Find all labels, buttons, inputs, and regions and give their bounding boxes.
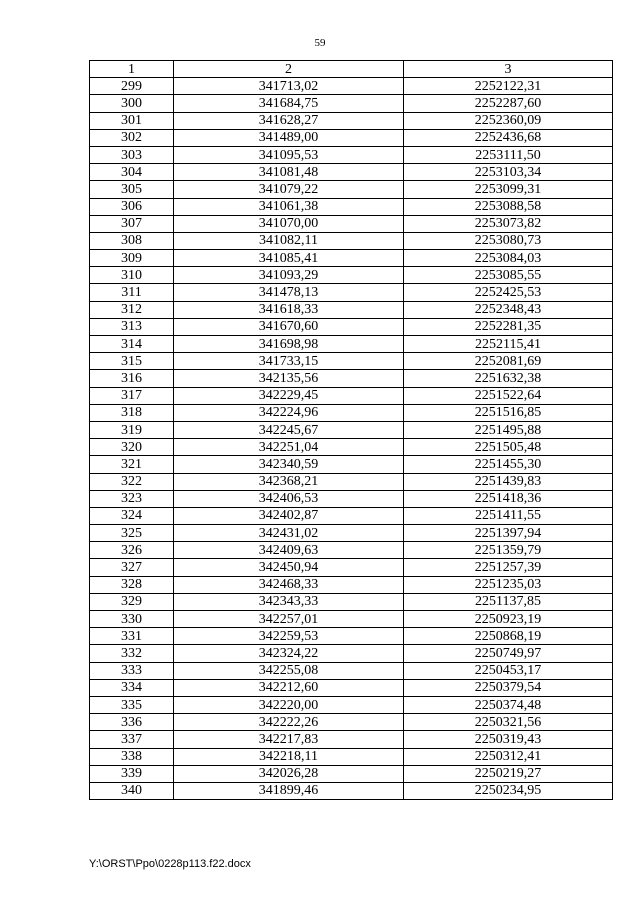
x-coordinate-cell: 341070,00 <box>174 215 404 232</box>
y-coordinate-cell: 2253088,58 <box>404 198 613 215</box>
y-coordinate-cell: 2250868,19 <box>404 628 613 645</box>
x-coordinate-cell: 341082,11 <box>174 232 404 249</box>
table-row <box>90 611 613 628</box>
point-number-cell: 301 <box>90 112 174 129</box>
y-coordinate-cell: 2252122,31 <box>404 78 613 95</box>
table-row <box>90 232 613 249</box>
point-number-cell: 332 <box>90 645 174 662</box>
point-number-cell: 309 <box>90 250 174 267</box>
point-number-cell: 338 <box>90 748 174 765</box>
y-coordinate-cell: 2251455,30 <box>404 456 613 473</box>
y-coordinate-cell: 2250453,17 <box>404 662 613 679</box>
x-coordinate-cell: 342324,22 <box>174 645 404 662</box>
table-row <box>90 284 613 301</box>
x-coordinate-cell: 341079,22 <box>174 181 404 198</box>
x-coordinate-cell: 341628,27 <box>174 112 404 129</box>
table-row <box>90 731 613 748</box>
point-number-cell: 306 <box>90 198 174 215</box>
table-row <box>90 353 613 370</box>
y-coordinate-cell: 2251359,79 <box>404 542 613 559</box>
table-row <box>90 387 613 404</box>
y-coordinate-cell: 2251411,55 <box>404 507 613 524</box>
y-coordinate-cell: 2251439,83 <box>404 473 613 490</box>
x-coordinate-cell: 342135,56 <box>174 370 404 387</box>
point-number-cell: 337 <box>90 731 174 748</box>
y-coordinate-cell: 2252281,35 <box>404 318 613 335</box>
y-coordinate-cell: 2250374,48 <box>404 696 613 713</box>
point-number-cell: 325 <box>90 525 174 542</box>
y-coordinate-cell: 2253099,31 <box>404 181 613 198</box>
point-number-cell: 314 <box>90 336 174 353</box>
y-coordinate-cell: 2252081,69 <box>404 353 613 370</box>
x-coordinate-cell: 341684,75 <box>174 95 404 112</box>
y-coordinate-cell: 2253111,50 <box>404 146 613 163</box>
x-coordinate-cell: 342431,02 <box>174 525 404 542</box>
y-coordinate-cell: 2250312,41 <box>404 748 613 765</box>
table-row <box>90 215 613 232</box>
table-row <box>90 456 613 473</box>
table-row <box>90 782 613 799</box>
table-body <box>90 78 613 800</box>
x-coordinate-cell: 342468,33 <box>174 576 404 593</box>
x-coordinate-cell: 342406,53 <box>174 490 404 507</box>
x-coordinate-cell: 342229,45 <box>174 387 404 404</box>
y-coordinate-cell: 2252425,53 <box>404 284 613 301</box>
y-coordinate-cell: 2250321,56 <box>404 714 613 731</box>
point-number-cell: 316 <box>90 370 174 387</box>
y-coordinate-cell: 2253085,55 <box>404 267 613 284</box>
coordinates-table <box>89 60 613 800</box>
y-coordinate-cell: 2252436,68 <box>404 129 613 146</box>
table-row <box>90 129 613 146</box>
y-coordinate-cell: 2251505,48 <box>404 439 613 456</box>
point-number-cell: 321 <box>90 456 174 473</box>
point-number-cell: 327 <box>90 559 174 576</box>
y-coordinate-cell: 2252115,41 <box>404 336 613 353</box>
point-number-cell: 317 <box>90 387 174 404</box>
y-coordinate-cell: 2253103,34 <box>404 164 613 181</box>
table-row <box>90 421 613 438</box>
point-number-cell: 311 <box>90 284 174 301</box>
x-coordinate-cell: 342218,11 <box>174 748 404 765</box>
table-row <box>90 336 613 353</box>
y-coordinate-cell: 2250234,95 <box>404 782 613 799</box>
x-coordinate-cell: 342026,28 <box>174 765 404 782</box>
table-row <box>90 370 613 387</box>
point-number-cell: 322 <box>90 473 174 490</box>
table-row <box>90 250 613 267</box>
y-coordinate-cell: 2251137,85 <box>404 593 613 610</box>
point-number-cell: 324 <box>90 507 174 524</box>
x-coordinate-cell: 341618,33 <box>174 301 404 318</box>
table-row <box>90 267 613 284</box>
point-number-cell: 334 <box>90 679 174 696</box>
point-number-cell: 299 <box>90 78 174 95</box>
x-coordinate-cell: 341489,00 <box>174 129 404 146</box>
point-number-cell: 318 <box>90 404 174 421</box>
table-row <box>90 662 613 679</box>
table-row <box>90 576 613 593</box>
y-coordinate-cell: 2250219,27 <box>404 765 613 782</box>
column-header-1: 1 <box>90 61 174 78</box>
x-coordinate-cell: 341698,98 <box>174 336 404 353</box>
point-number-cell: 330 <box>90 611 174 628</box>
x-coordinate-cell: 341095,53 <box>174 146 404 163</box>
y-coordinate-cell: 2250923,19 <box>404 611 613 628</box>
x-coordinate-cell: 341670,60 <box>174 318 404 335</box>
page-number: 59 <box>314 37 326 49</box>
x-coordinate-cell: 342255,08 <box>174 662 404 679</box>
table-row <box>90 714 613 731</box>
table-row <box>90 748 613 765</box>
x-coordinate-cell: 342450,94 <box>174 559 404 576</box>
y-coordinate-cell: 2250749,97 <box>404 645 613 662</box>
point-number-cell: 312 <box>90 301 174 318</box>
x-coordinate-cell: 342368,21 <box>174 473 404 490</box>
column-header-2: 2 <box>174 61 404 78</box>
table-header-row <box>90 61 613 78</box>
point-number-cell: 333 <box>90 662 174 679</box>
point-number-cell: 313 <box>90 318 174 335</box>
x-coordinate-cell: 342340,59 <box>174 456 404 473</box>
table-row <box>90 765 613 782</box>
column-header-3: 3 <box>404 61 613 78</box>
point-number-cell: 307 <box>90 215 174 232</box>
x-coordinate-cell: 342222,26 <box>174 714 404 731</box>
point-number-cell: 320 <box>90 439 174 456</box>
y-coordinate-cell: 2251235,03 <box>404 576 613 593</box>
table-row <box>90 95 613 112</box>
table-row <box>90 301 613 318</box>
y-coordinate-cell: 2251495,88 <box>404 421 613 438</box>
point-number-cell: 328 <box>90 576 174 593</box>
y-coordinate-cell: 2250379,54 <box>404 679 613 696</box>
table-row <box>90 559 613 576</box>
x-coordinate-cell: 341085,41 <box>174 250 404 267</box>
x-coordinate-cell: 342220,00 <box>174 696 404 713</box>
x-coordinate-cell: 341061,38 <box>174 198 404 215</box>
y-coordinate-cell: 2251632,38 <box>404 370 613 387</box>
y-coordinate-cell: 2253084,03 <box>404 250 613 267</box>
table-row <box>90 628 613 645</box>
x-coordinate-cell: 342343,33 <box>174 593 404 610</box>
x-coordinate-cell: 342257,01 <box>174 611 404 628</box>
point-number-cell: 329 <box>90 593 174 610</box>
x-coordinate-cell: 342217,83 <box>174 731 404 748</box>
y-coordinate-cell: 2252348,43 <box>404 301 613 318</box>
point-number-cell: 323 <box>90 490 174 507</box>
y-coordinate-cell: 2253080,73 <box>404 232 613 249</box>
point-number-cell: 303 <box>90 146 174 163</box>
point-number-cell: 302 <box>90 129 174 146</box>
table-row <box>90 404 613 421</box>
x-coordinate-cell: 342245,67 <box>174 421 404 438</box>
point-number-cell: 308 <box>90 232 174 249</box>
y-coordinate-cell: 2251397,94 <box>404 525 613 542</box>
y-coordinate-cell: 2251522,64 <box>404 387 613 404</box>
y-coordinate-cell: 2252287,60 <box>404 95 613 112</box>
point-number-cell: 340 <box>90 782 174 799</box>
table-row <box>90 198 613 215</box>
point-number-cell: 300 <box>90 95 174 112</box>
table-row <box>90 112 613 129</box>
point-number-cell: 305 <box>90 181 174 198</box>
point-number-cell: 336 <box>90 714 174 731</box>
footer-file-path: Y:\ORST\Ppo\0228p113.f22.docx <box>89 858 251 870</box>
x-coordinate-cell: 342224,96 <box>174 404 404 421</box>
table-row <box>90 507 613 524</box>
y-coordinate-cell: 2250319,43 <box>404 731 613 748</box>
x-coordinate-cell: 342402,87 <box>174 507 404 524</box>
table-row <box>90 696 613 713</box>
point-number-cell: 339 <box>90 765 174 782</box>
x-coordinate-cell: 342259,53 <box>174 628 404 645</box>
x-coordinate-cell: 341093,29 <box>174 267 404 284</box>
x-coordinate-cell: 342409,63 <box>174 542 404 559</box>
x-coordinate-cell: 341081,48 <box>174 164 404 181</box>
table-row <box>90 439 613 456</box>
x-coordinate-cell: 341478,13 <box>174 284 404 301</box>
y-coordinate-cell: 2252360,09 <box>404 112 613 129</box>
point-number-cell: 315 <box>90 353 174 370</box>
table-row <box>90 679 613 696</box>
table-row <box>90 318 613 335</box>
table-row <box>90 525 613 542</box>
table-row <box>90 542 613 559</box>
point-number-cell: 335 <box>90 696 174 713</box>
point-number-cell: 319 <box>90 421 174 438</box>
point-number-cell: 304 <box>90 164 174 181</box>
x-coordinate-cell: 342251,04 <box>174 439 404 456</box>
table-row <box>90 78 613 95</box>
y-coordinate-cell: 2251257,39 <box>404 559 613 576</box>
point-number-cell: 326 <box>90 542 174 559</box>
x-coordinate-cell: 341713,02 <box>174 78 404 95</box>
point-number-cell: 310 <box>90 267 174 284</box>
y-coordinate-cell: 2251418,36 <box>404 490 613 507</box>
table-row <box>90 473 613 490</box>
y-coordinate-cell: 2253073,82 <box>404 215 613 232</box>
table-row <box>90 146 613 163</box>
point-number-cell: 331 <box>90 628 174 645</box>
table-row <box>90 164 613 181</box>
x-coordinate-cell: 342212,60 <box>174 679 404 696</box>
table-row <box>90 593 613 610</box>
table-row <box>90 645 613 662</box>
x-coordinate-cell: 341899,46 <box>174 782 404 799</box>
table-row <box>90 490 613 507</box>
table-row <box>90 181 613 198</box>
y-coordinate-cell: 2251516,85 <box>404 404 613 421</box>
x-coordinate-cell: 341733,15 <box>174 353 404 370</box>
